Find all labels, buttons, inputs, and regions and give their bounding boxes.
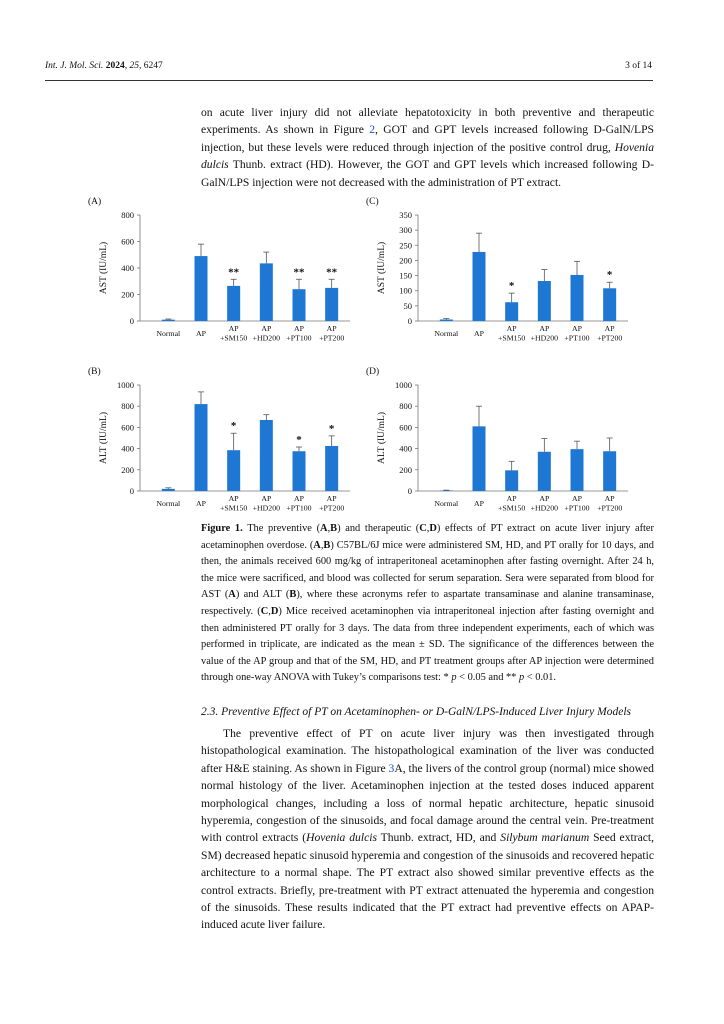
chart-panel-c bbox=[366, 194, 656, 354]
caption-text: , bbox=[327, 523, 331, 534]
caption-panel: D bbox=[429, 523, 437, 534]
significance-marker: ** bbox=[228, 266, 240, 279]
y-tick-label: 100 bbox=[399, 285, 412, 296]
y-tick-label: 400 bbox=[121, 263, 134, 273]
y-tick-label: 0 bbox=[407, 316, 412, 326]
bar bbox=[473, 426, 486, 491]
x-tick-label: AP bbox=[572, 494, 582, 503]
caption-text: ), where these acronyms refer to aspartate transaminase and alanine transaminase, respectively. ( bbox=[201, 589, 655, 617]
significance-marker: ** bbox=[326, 266, 338, 279]
caption-panel: B bbox=[323, 539, 331, 551]
caption-panel: B bbox=[330, 523, 338, 534]
caption-text: The preventive ( bbox=[242, 523, 321, 534]
body-text-1: The preventive effect of PT on acute liver injury was then investigated through histopathological examination. The histopathological examination of the liver was conducted after H&E staining. As shown in Figure bbox=[201, 727, 654, 775]
x-tick-label: +PT100 bbox=[564, 333, 590, 343]
y-tick-label: 600 bbox=[121, 236, 134, 247]
journal-volume: 25 bbox=[129, 61, 139, 71]
y-axis-label: AST (IU/mL) bbox=[99, 241, 109, 295]
bar bbox=[293, 289, 306, 321]
bar bbox=[571, 275, 584, 321]
x-tick-label: AP bbox=[196, 329, 206, 338]
significance-marker: * bbox=[606, 269, 613, 282]
x-tick-label: AP bbox=[228, 324, 239, 333]
bar bbox=[440, 319, 453, 321]
x-tick-label: AP bbox=[228, 494, 239, 503]
x-tick-label: +SM150 bbox=[219, 333, 248, 343]
x-tick-label: AP bbox=[261, 494, 272, 503]
x-tick-label: +HD200 bbox=[252, 333, 281, 343]
body-text-3: Thunb. extract, HD, and bbox=[376, 831, 501, 845]
y-tick-label: 300 bbox=[399, 225, 412, 236]
x-tick-label: Normal bbox=[434, 329, 459, 338]
y-tick-label: 400 bbox=[399, 443, 412, 454]
bar bbox=[195, 404, 208, 491]
body-species-2: Silybum marianum bbox=[500, 831, 590, 845]
caption-text: , bbox=[320, 539, 324, 551]
x-tick-label: AP bbox=[539, 324, 550, 333]
section-heading: 2.3. Preventive Effect of PT on Acetaminophen- or D-GalN/LPS-Induced Liver Injury Models bbox=[201, 706, 631, 718]
caption-label: Figure 1. bbox=[201, 523, 243, 534]
x-tick-label: AP bbox=[261, 324, 272, 333]
significance-marker: * bbox=[508, 280, 515, 293]
y-tick-label: 200 bbox=[121, 289, 134, 300]
y-tick-label: 600 bbox=[121, 422, 134, 433]
bar bbox=[162, 489, 175, 491]
x-tick-label: +SM150 bbox=[497, 503, 526, 513]
x-tick-label: AP bbox=[506, 494, 517, 503]
bar bbox=[260, 263, 273, 321]
bar bbox=[227, 450, 240, 491]
bar bbox=[260, 420, 273, 491]
y-tick-label: 1000 bbox=[117, 380, 134, 390]
x-tick-label: AP bbox=[539, 494, 550, 503]
bar bbox=[603, 451, 616, 491]
caption-text: ) and ALT ( bbox=[235, 589, 290, 601]
intro-paragraph bbox=[201, 104, 654, 191]
intro-text-1: on acute liver injury did not alleviate hepatotoxicity in both preventive and therapeutic experiments. As shown in Figure bbox=[201, 106, 654, 137]
x-tick-label: +PT100 bbox=[564, 503, 590, 513]
panel-label: (A) bbox=[88, 197, 102, 207]
journal-year: 2024 bbox=[105, 61, 125, 71]
caption-panel: D bbox=[270, 605, 279, 617]
x-tick-label: Normal bbox=[156, 329, 181, 338]
x-tick-label: AP bbox=[326, 324, 337, 333]
x-tick-label: AP bbox=[294, 324, 304, 333]
caption-panel: A bbox=[313, 539, 321, 551]
header-rule bbox=[45, 80, 653, 81]
intro-species: Hovenia dulcis bbox=[201, 140, 654, 172]
panel-label: (D) bbox=[366, 367, 380, 377]
bar bbox=[505, 302, 518, 321]
bar bbox=[473, 252, 486, 321]
x-tick-label: +PT200 bbox=[597, 503, 623, 513]
bar bbox=[538, 452, 551, 491]
chart-panel-a bbox=[88, 194, 368, 354]
caption-p-symbol: p bbox=[518, 672, 525, 684]
x-tick-label: Normal bbox=[156, 499, 181, 508]
y-tick-label: 200 bbox=[399, 464, 412, 475]
y-tick-label: 200 bbox=[121, 464, 134, 475]
journal-name: Int. J. Mol. Sci. bbox=[45, 61, 104, 71]
caption-text: ) Mice received acetaminophen via intraperitoneal injection after fasting overnight and then administered PT orally for 3 days. The data from three independent experiments, each of which was performed in triplicate, are indicated as the mean ± SD. The significance of the differences between the value of the AP group and that of the SM, HD, and PT treatment groups after AP injection were determined through one-way ANOVA with Tukey’s comparisons test: * bbox=[201, 605, 654, 684]
y-tick-label: 1000 bbox=[395, 380, 412, 390]
panel-label: (C) bbox=[366, 197, 379, 207]
bar bbox=[195, 256, 208, 321]
bar bbox=[227, 286, 240, 321]
x-tick-label: AP bbox=[604, 494, 615, 503]
figure-caption bbox=[201, 521, 654, 687]
caption-text: ) C57BL/6J mice were administered SM, HD, and PT orally for 10 days, and then, the animals received 600 mg/kg of intraperitoneal acetaminophen after fasting overnight. After 24 h, the mice were sacrificed, and blood was collected for serum separation. Sera were separated from blood for AST ( bbox=[201, 539, 655, 601]
x-tick-label: +PT200 bbox=[319, 503, 345, 513]
body-text-4: Seed extract, SM) decreased hepatic sinusoid hyperemia and congestion of the sinusoids and recovered hepatic architecture to a normal shape. The PT extract also showed similar preventive effects as the control extracts. Briefly, pre-treatment with PT extract attenuated the hyperemia and congestion of the sinusoids. These results indicated that the PT extract had preventive effects on APAP-induced acute liver failure. bbox=[201, 831, 654, 932]
y-axis-label: ALT (IU/mL) bbox=[99, 412, 109, 464]
y-tick-label: 250 bbox=[399, 240, 412, 251]
y-axis-label: ALT (IU/mL) bbox=[377, 412, 387, 464]
x-tick-label: +PT100 bbox=[286, 333, 312, 343]
article-number: 6247 bbox=[143, 61, 163, 71]
caption-text: , bbox=[268, 605, 271, 617]
y-tick-label: 800 bbox=[399, 401, 412, 412]
body-species-1: Hovenia dulcis bbox=[306, 831, 377, 845]
x-tick-label: AP bbox=[572, 324, 582, 333]
bar bbox=[603, 288, 616, 321]
x-tick-label: +HD200 bbox=[530, 333, 559, 343]
y-tick-label: 800 bbox=[121, 210, 134, 220]
body-text-2: A, the livers of the control group (normal) mice showed normal histology of the liver. Acetaminophen injection at the tested doses induced apparent morphological changes, including a loss of normal hepatic architecture, hepatic sinusoid hyperemia, congestion of the sinusoids, and focal damage around the central vein. Pre-treatment with control extracts ( bbox=[201, 761, 654, 845]
caption-text: < 0.01. bbox=[524, 672, 557, 684]
bar bbox=[505, 470, 518, 491]
x-tick-label: +PT200 bbox=[597, 333, 623, 343]
significance-marker: * bbox=[230, 420, 237, 433]
bar bbox=[162, 320, 175, 321]
x-tick-label: +SM150 bbox=[497, 333, 526, 343]
bar bbox=[325, 288, 338, 321]
y-tick-label: 350 bbox=[399, 210, 412, 220]
y-axis-label: AST (IU/mL) bbox=[377, 241, 387, 295]
figure-2-link[interactable]: 2 bbox=[369, 123, 376, 137]
page-number: 3 of 14 bbox=[625, 61, 652, 71]
significance-marker: ** bbox=[293, 266, 305, 279]
bar bbox=[538, 281, 551, 321]
x-tick-label: +PT100 bbox=[286, 503, 312, 513]
figure-3-link[interactable]: 3 bbox=[388, 761, 395, 775]
caption-panel: A bbox=[228, 589, 236, 601]
caption-panel: B bbox=[289, 589, 297, 601]
bar bbox=[571, 449, 584, 491]
x-tick-label: AP bbox=[474, 329, 484, 338]
chart-panel-b bbox=[88, 364, 368, 524]
caption-panel: A bbox=[320, 523, 328, 534]
body-paragraph bbox=[201, 725, 654, 934]
bar bbox=[325, 446, 338, 491]
x-tick-label: Normal bbox=[434, 499, 459, 508]
y-tick-label: 200 bbox=[399, 255, 412, 266]
x-tick-label: +HD200 bbox=[530, 503, 559, 513]
y-tick-label: 400 bbox=[121, 443, 134, 454]
caption-panel: C bbox=[260, 605, 269, 617]
x-tick-label: +SM150 bbox=[219, 503, 248, 513]
x-tick-label: AP bbox=[294, 494, 304, 503]
significance-marker: * bbox=[296, 434, 302, 447]
chart-panel-d bbox=[366, 364, 656, 524]
journal-citation: Int. J. Mol. Sci. 2024, 25, 6247 bbox=[45, 61, 163, 71]
bar bbox=[293, 451, 306, 491]
x-tick-label: +HD200 bbox=[252, 503, 281, 513]
x-tick-label: AP bbox=[474, 499, 484, 508]
y-tick-label: 600 bbox=[399, 422, 412, 433]
x-tick-label: AP bbox=[506, 324, 517, 333]
y-tick-label: 0 bbox=[129, 316, 134, 326]
y-tick-label: 800 bbox=[121, 401, 134, 412]
caption-p-symbol: p bbox=[451, 672, 457, 684]
y-tick-label: 0 bbox=[407, 486, 412, 496]
x-tick-label: AP bbox=[326, 494, 337, 503]
intro-text-3: Thunb. extract (HD). However, the GOT and GPT levels which increased following D-GalN/LPS injection were not decreased with the administration of PT extract. bbox=[201, 158, 654, 189]
y-tick-label: 150 bbox=[399, 270, 412, 281]
y-tick-label: 0 bbox=[129, 486, 134, 496]
y-tick-label: 50 bbox=[403, 300, 412, 311]
x-tick-label: AP bbox=[604, 324, 615, 333]
caption-text: < 0.05 and ** bbox=[456, 672, 519, 684]
x-tick-label: +PT200 bbox=[319, 333, 345, 343]
significance-marker: * bbox=[328, 422, 335, 435]
caption-text: ) and therapeutic ( bbox=[337, 523, 420, 534]
intro-text-2: , GOT and GPT levels increased following D-GalN/LPS injection, but these levels were reduced through injection of the positive control drug, bbox=[201, 123, 654, 154]
caption-panel: C bbox=[419, 523, 427, 534]
panel-label: (B) bbox=[88, 367, 101, 377]
caption-text: , bbox=[426, 523, 430, 534]
caption-text: ) effects of PT extract on acute liver injury after acetaminophen overdose. ( bbox=[201, 523, 655, 551]
x-tick-label: AP bbox=[196, 499, 206, 508]
